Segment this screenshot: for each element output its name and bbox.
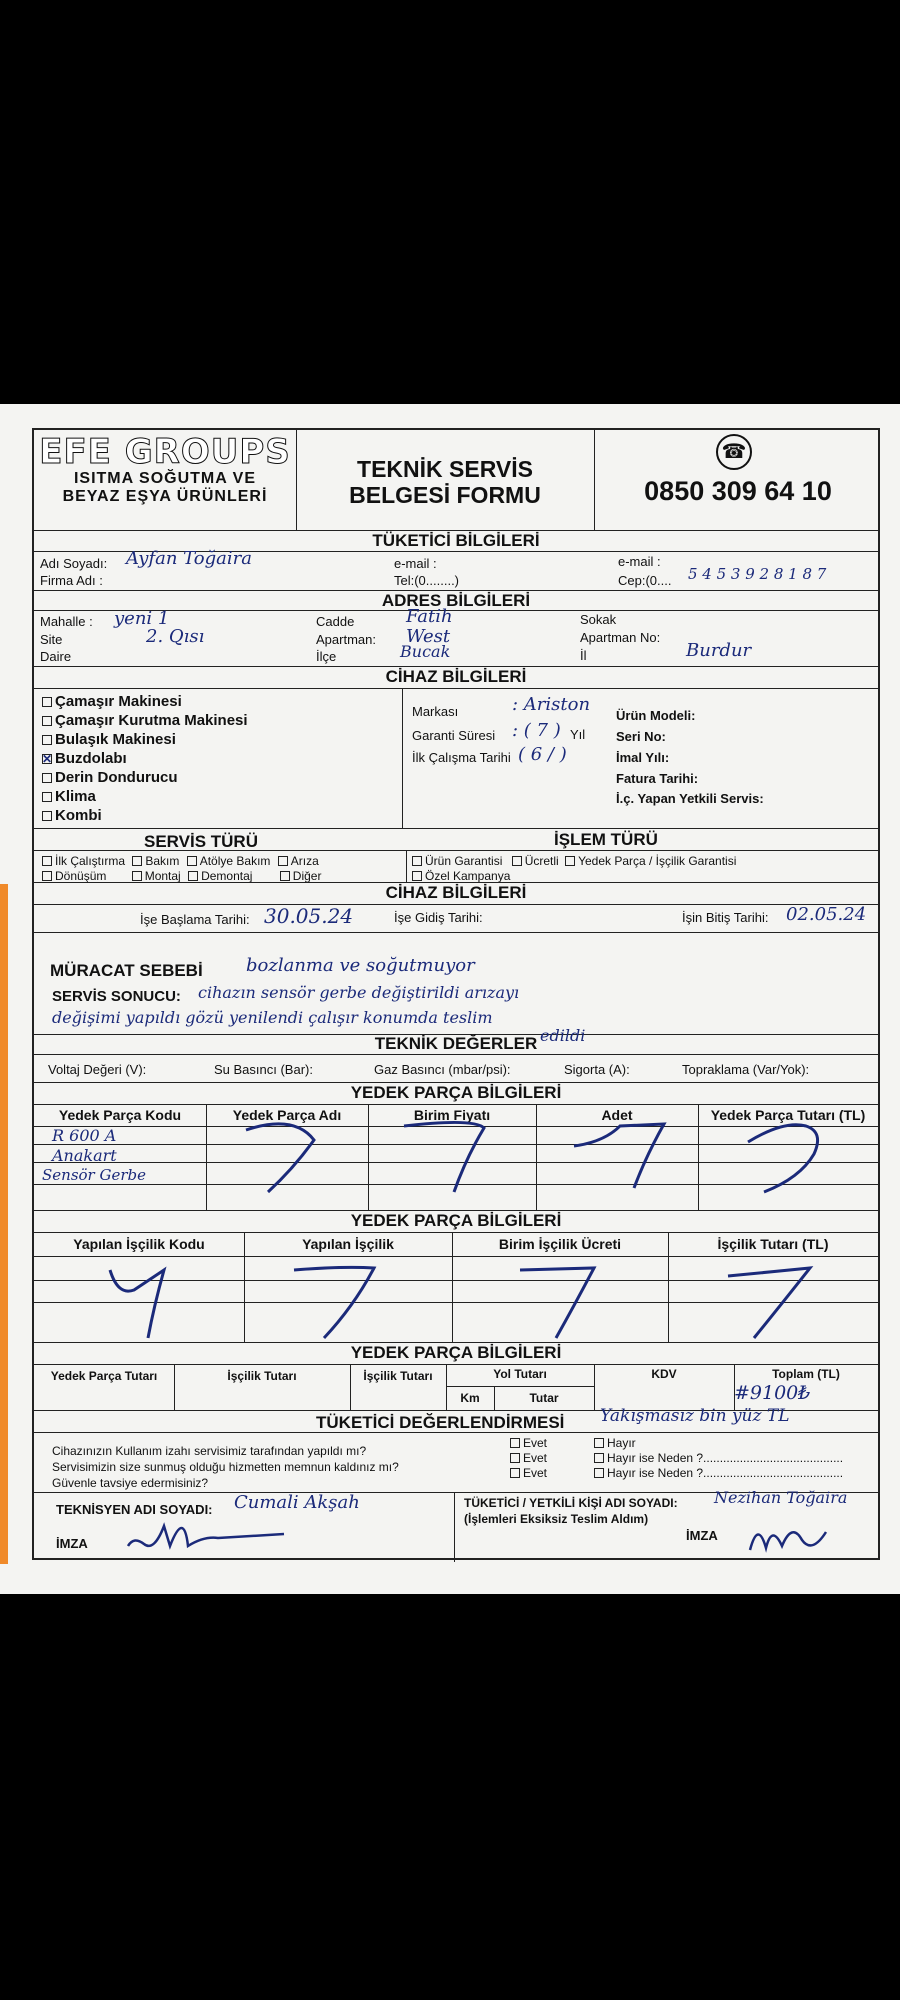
strike-mark [94,1256,204,1342]
cadde-value: Fatih [406,606,453,627]
totals-labor-1: İşçilik Tutarı [227,1369,297,1383]
phone-icon: ☎ [716,434,752,470]
tel-label: Tel:(0........) [394,573,460,588]
service-row-2 [42,869,321,883]
device-title: CİHAZ BİLGİLERİ [385,667,527,686]
checkbox[interactable] [42,773,52,783]
brand-logo [34,430,296,514]
consumer-sign-value: Nezihan Toğaira [714,1488,848,1507]
serial-label: Seri No: [616,729,666,744]
checkbox[interactable] [42,792,52,802]
checkbox[interactable] [594,1453,604,1463]
site-label: Site [40,632,63,647]
site-value: 2. Qısı [146,626,205,647]
gas-pressure-label: Gaz Basıncı (mbar/psi): [374,1062,511,1077]
email-label-2: e-mail : [618,554,661,569]
strike-mark [734,1114,854,1198]
strike-mark [234,1118,344,1198]
totals-title: YEDEK PARÇA BİLGİLERİ [350,1343,562,1362]
device-type-washer[interactable]: Çamaşır Makinesi [42,692,248,711]
parts-header-qty: Adet [601,1107,633,1123]
checkbox[interactable] [510,1468,520,1478]
il-value: Burdur [686,640,752,661]
voltage-label: Voltaj Değeri (V): [48,1062,147,1077]
water-pressure-label: Su Basıncı (Bar): [214,1062,313,1077]
strike-mark [284,1256,404,1342]
result-line-3: edildi [540,1026,586,1045]
checkbox[interactable] [512,856,522,866]
service-form [32,428,880,1560]
totals-total-value: #9100₺ [734,1382,811,1404]
opt-diger[interactable]: Diğer [280,869,322,883]
consumer-title: TÜKETİCİ BİLGİLERİ [372,531,540,550]
checkbox[interactable] [510,1453,520,1463]
technician-signature [114,1506,294,1562]
opt-ozel-kampanya[interactable]: Özel Kampanya [412,869,510,883]
no-option-2[interactable]: Hayır ise Neden ?.......................................... [594,1451,843,1466]
checkbox[interactable] [278,856,288,866]
company-label: Firma Adı : [40,573,103,588]
device-type-dryer[interactable]: Çamaşır Kurutma Makinesi [42,711,248,730]
end-date-label: İşin Bitiş Tarihi: [682,910,769,925]
consumer-imza-label: İMZA [686,1528,718,1543]
warranty-label: Garanti Süresi [412,728,496,743]
labor-header-code: Yapılan İşçilik Kodu [73,1236,205,1252]
result-label: SERVİS SONUCU: [52,988,181,1005]
parts-header-unit-price: Birim Fiyatı [413,1107,491,1123]
strike-mark [564,1116,684,1196]
evaluation-title: TÜKETİCİ DEĞERLENDİRMESİ [316,1413,565,1432]
apartman-label: Apartman: [316,632,376,647]
invoice-label: Fatura Tarihi: [616,771,699,786]
cep-label: Cep:(0.... [618,573,672,588]
consumer-sign-label: TÜKETİCİ / YETKİLİ KİŞİ ADI SOYADI: [464,1496,678,1510]
device-type-boiler[interactable]: Kombi [42,806,248,825]
parts-table [34,1104,878,1210]
checkbox[interactable] [594,1468,604,1478]
no-option-1[interactable]: Hayır [594,1436,843,1451]
brand-label: Markası [412,704,459,719]
fuse-label: Sigorta (A): [564,1062,630,1077]
question-2: Servisimizin size sunmuş olduğu hizmetten memnun kaldınız mı? [52,1460,399,1474]
parts-title: YEDEK PARÇA BİLGİLERİ [350,1083,562,1102]
device-type-ac[interactable]: Klima [42,787,248,806]
brand-name: EFE GROUPS [39,432,291,472]
operation-row-2 [412,869,510,883]
totals-total: Toplam (TL) [772,1367,840,1381]
checkbox[interactable] [132,871,142,881]
end-date-value: 02.05.24 [786,904,867,925]
mahalle-value: yeni 1 [114,608,170,629]
checkbox-checked[interactable] [42,754,52,764]
reason-value: bozlanma ve soğutmuyor [246,955,475,976]
opt-bakim[interactable]: Bakım [132,854,179,868]
question-1: Cihazınızın Kullanım izahı servisimiz tarafından yapıldı mı? [52,1444,367,1458]
strike-mark [714,1256,834,1342]
labor-title: YEDEK PARÇA BİLGİLERİ [350,1211,562,1230]
warranty-value: : ( 7 ) [512,720,561,741]
no-option-3[interactable]: Hayır ise Neden ?.......................................... [594,1466,843,1481]
checkbox[interactable] [594,1438,604,1448]
checkbox[interactable] [42,735,52,745]
name-value: Ayfan Toğaira [126,548,252,569]
totals-kdv: KDV [651,1367,677,1381]
daire-label: Daire [40,649,72,664]
name-label: Adı Soyadı: [40,556,108,571]
imal-label: İmal Yılı: [616,750,670,765]
address-title: ADRES BİLGİLERİ [381,591,531,610]
cadde-label: Cadde [316,614,355,629]
checkbox[interactable] [187,856,197,866]
part-code-3: Sensör Gerbe [42,1166,146,1184]
warranty-unit: Yıl [570,727,586,742]
totals-tutar: Tutar [529,1391,559,1405]
opt-montaj[interactable]: Montaj [132,869,181,883]
evaluation-note: Yakışmasız bin yüz TL [600,1406,790,1426]
service-row-1 [42,854,319,868]
first-run-value: ( 6 / ) [518,744,567,765]
consumer-note: (İşlemleri Eksiksiz Teslim Aldım) [464,1512,649,1526]
checkbox[interactable] [280,871,290,881]
apartman-value: West [406,626,451,647]
device-types [42,692,248,825]
authorized-label: İ.ç. Yapan Yetkili Servis: [616,791,764,806]
opt-urun-garantisi[interactable]: Ürün Garantisi [412,854,502,868]
operation-row-1 [412,854,736,868]
dates-title: CİHAZ BİLGİLERİ [385,883,527,902]
brand-sub-1: ISITMA SOĞUTMA VE [73,470,257,487]
go-date-label: İşe Gidiş Tarihi: [394,910,483,925]
device-type-freezer[interactable]: Derin Dondurucu [42,768,248,787]
checkbox[interactable] [188,871,198,881]
mahalle-label: Mahalle : [40,614,93,629]
consumer-signature [742,1510,842,1560]
technical-title: TEKNİK DEĞERLER [374,1034,538,1053]
phone-number: 0850 309 64 10 [644,476,832,506]
form-title [296,456,594,508]
labor-header-unit: Birim İşçilik Ücreti [498,1236,622,1252]
form-title-line-1: TEKNİK SERVİS [357,456,533,482]
model-label: Ürün Modeli: [616,708,696,723]
parts-header-code: Yedek Parça Kodu [58,1107,182,1123]
ground-label: Topraklama (Var/Yok): [682,1062,810,1077]
strike-mark [394,1118,514,1198]
start-date-value: 30.05.24 [264,904,354,928]
totals-table [34,1364,878,1410]
checkbox[interactable] [412,856,422,866]
labor-header-name: Yapılan İşçilik [302,1236,394,1252]
totals-km: Km [460,1391,480,1405]
checkbox[interactable] [42,856,52,866]
answers-yes [510,1436,547,1481]
parts-header-total: Yedek Parça Tutarı (TL) [710,1107,866,1123]
device-type-dishwasher[interactable]: Bulaşık Makinesi [42,730,248,749]
checkbox[interactable] [42,697,52,707]
part-code-2: Anakart [52,1146,117,1165]
ilce-value: Bucak [400,642,451,661]
labor-table [34,1232,878,1342]
form-title-line-2: BELGESİ FORMU [349,482,541,508]
technician-label: TEKNİSYEN ADI SOYADI: [56,1502,213,1517]
opt-donusum[interactable]: Dönüşüm [42,869,106,883]
yes-option-1[interactable]: Evet [510,1436,547,1451]
brand-sub-2: BEYAZ EŞYA ÜRÜNLERİ [62,488,268,505]
device-type-fridge[interactable]: ✕Buzdolabı [42,749,248,768]
checkbox[interactable] [412,871,422,881]
opt-atolye[interactable]: Atölye Bakım [187,854,271,868]
start-date-label: İşe Başlama Tarihi: [140,912,250,927]
totals-road: Yol Tutarı [493,1367,547,1381]
first-run-label: İlk Çalışma Tarihi [412,750,511,765]
reason-label: MÜRACAT SEBEBİ [50,961,203,980]
ilce-label: İlçe [316,649,337,664]
yes-option-2[interactable]: Evet [510,1451,547,1466]
strike-mark [504,1256,624,1342]
checkbox[interactable] [42,716,52,726]
opt-yedek-parca-garantisi[interactable]: Yedek Parça / İşçilik Garantisi [565,854,736,868]
yes-option-3[interactable]: Evet [510,1466,547,1481]
opt-ucretli[interactable]: Ücretli [512,854,559,868]
technician-value: Cumali Akşah [234,1492,360,1513]
cep-value: 5 4 5 3 9 2 8 1 8 7 [688,565,827,583]
labor-header-total: İşçilik Tutarı (TL) [717,1236,829,1252]
totals-labor-2: İşçilik Tutarı [363,1369,433,1383]
apartman-no-label: Apartman No: [580,630,661,645]
il-label: İl [580,648,587,663]
opt-ilk[interactable]: İlk Çalıştırma [42,854,125,868]
email-label-1: e-mail : [394,556,437,571]
checkbox[interactable] [42,871,52,881]
opt-ariza[interactable]: Arıza [278,854,319,868]
brand-value: : Ariston [512,694,591,715]
checkbox[interactable] [132,856,142,866]
checkbox[interactable] [510,1438,520,1448]
service-type-title: SERVİS TÜRÜ [144,832,258,851]
parts-header-name: Yedek Parça Adı [232,1107,342,1123]
sokak-label: Sokak [580,612,617,627]
totals-parts: Yedek Parça Tutarı [50,1369,158,1383]
opt-demontaj[interactable]: Demontaj [188,869,252,883]
answers-no [594,1436,843,1481]
question-3: Güvenle tavsiye edermisiniz? [52,1476,209,1490]
technician-sign-label: İMZA [56,1536,88,1551]
operation-type-title: İŞLEM TÜRÜ [554,830,658,849]
orange-edge [0,884,8,1564]
result-line-2: değişimi yapıldı gözü yenilendi çalışır konumda teslim [52,1008,493,1027]
checkbox[interactable] [42,811,52,821]
result-line-1: cihazın sensör gerbe değiştirildi arızayı [198,983,520,1002]
checkbox[interactable] [565,856,575,866]
part-code-1: R 600 A [52,1126,117,1145]
